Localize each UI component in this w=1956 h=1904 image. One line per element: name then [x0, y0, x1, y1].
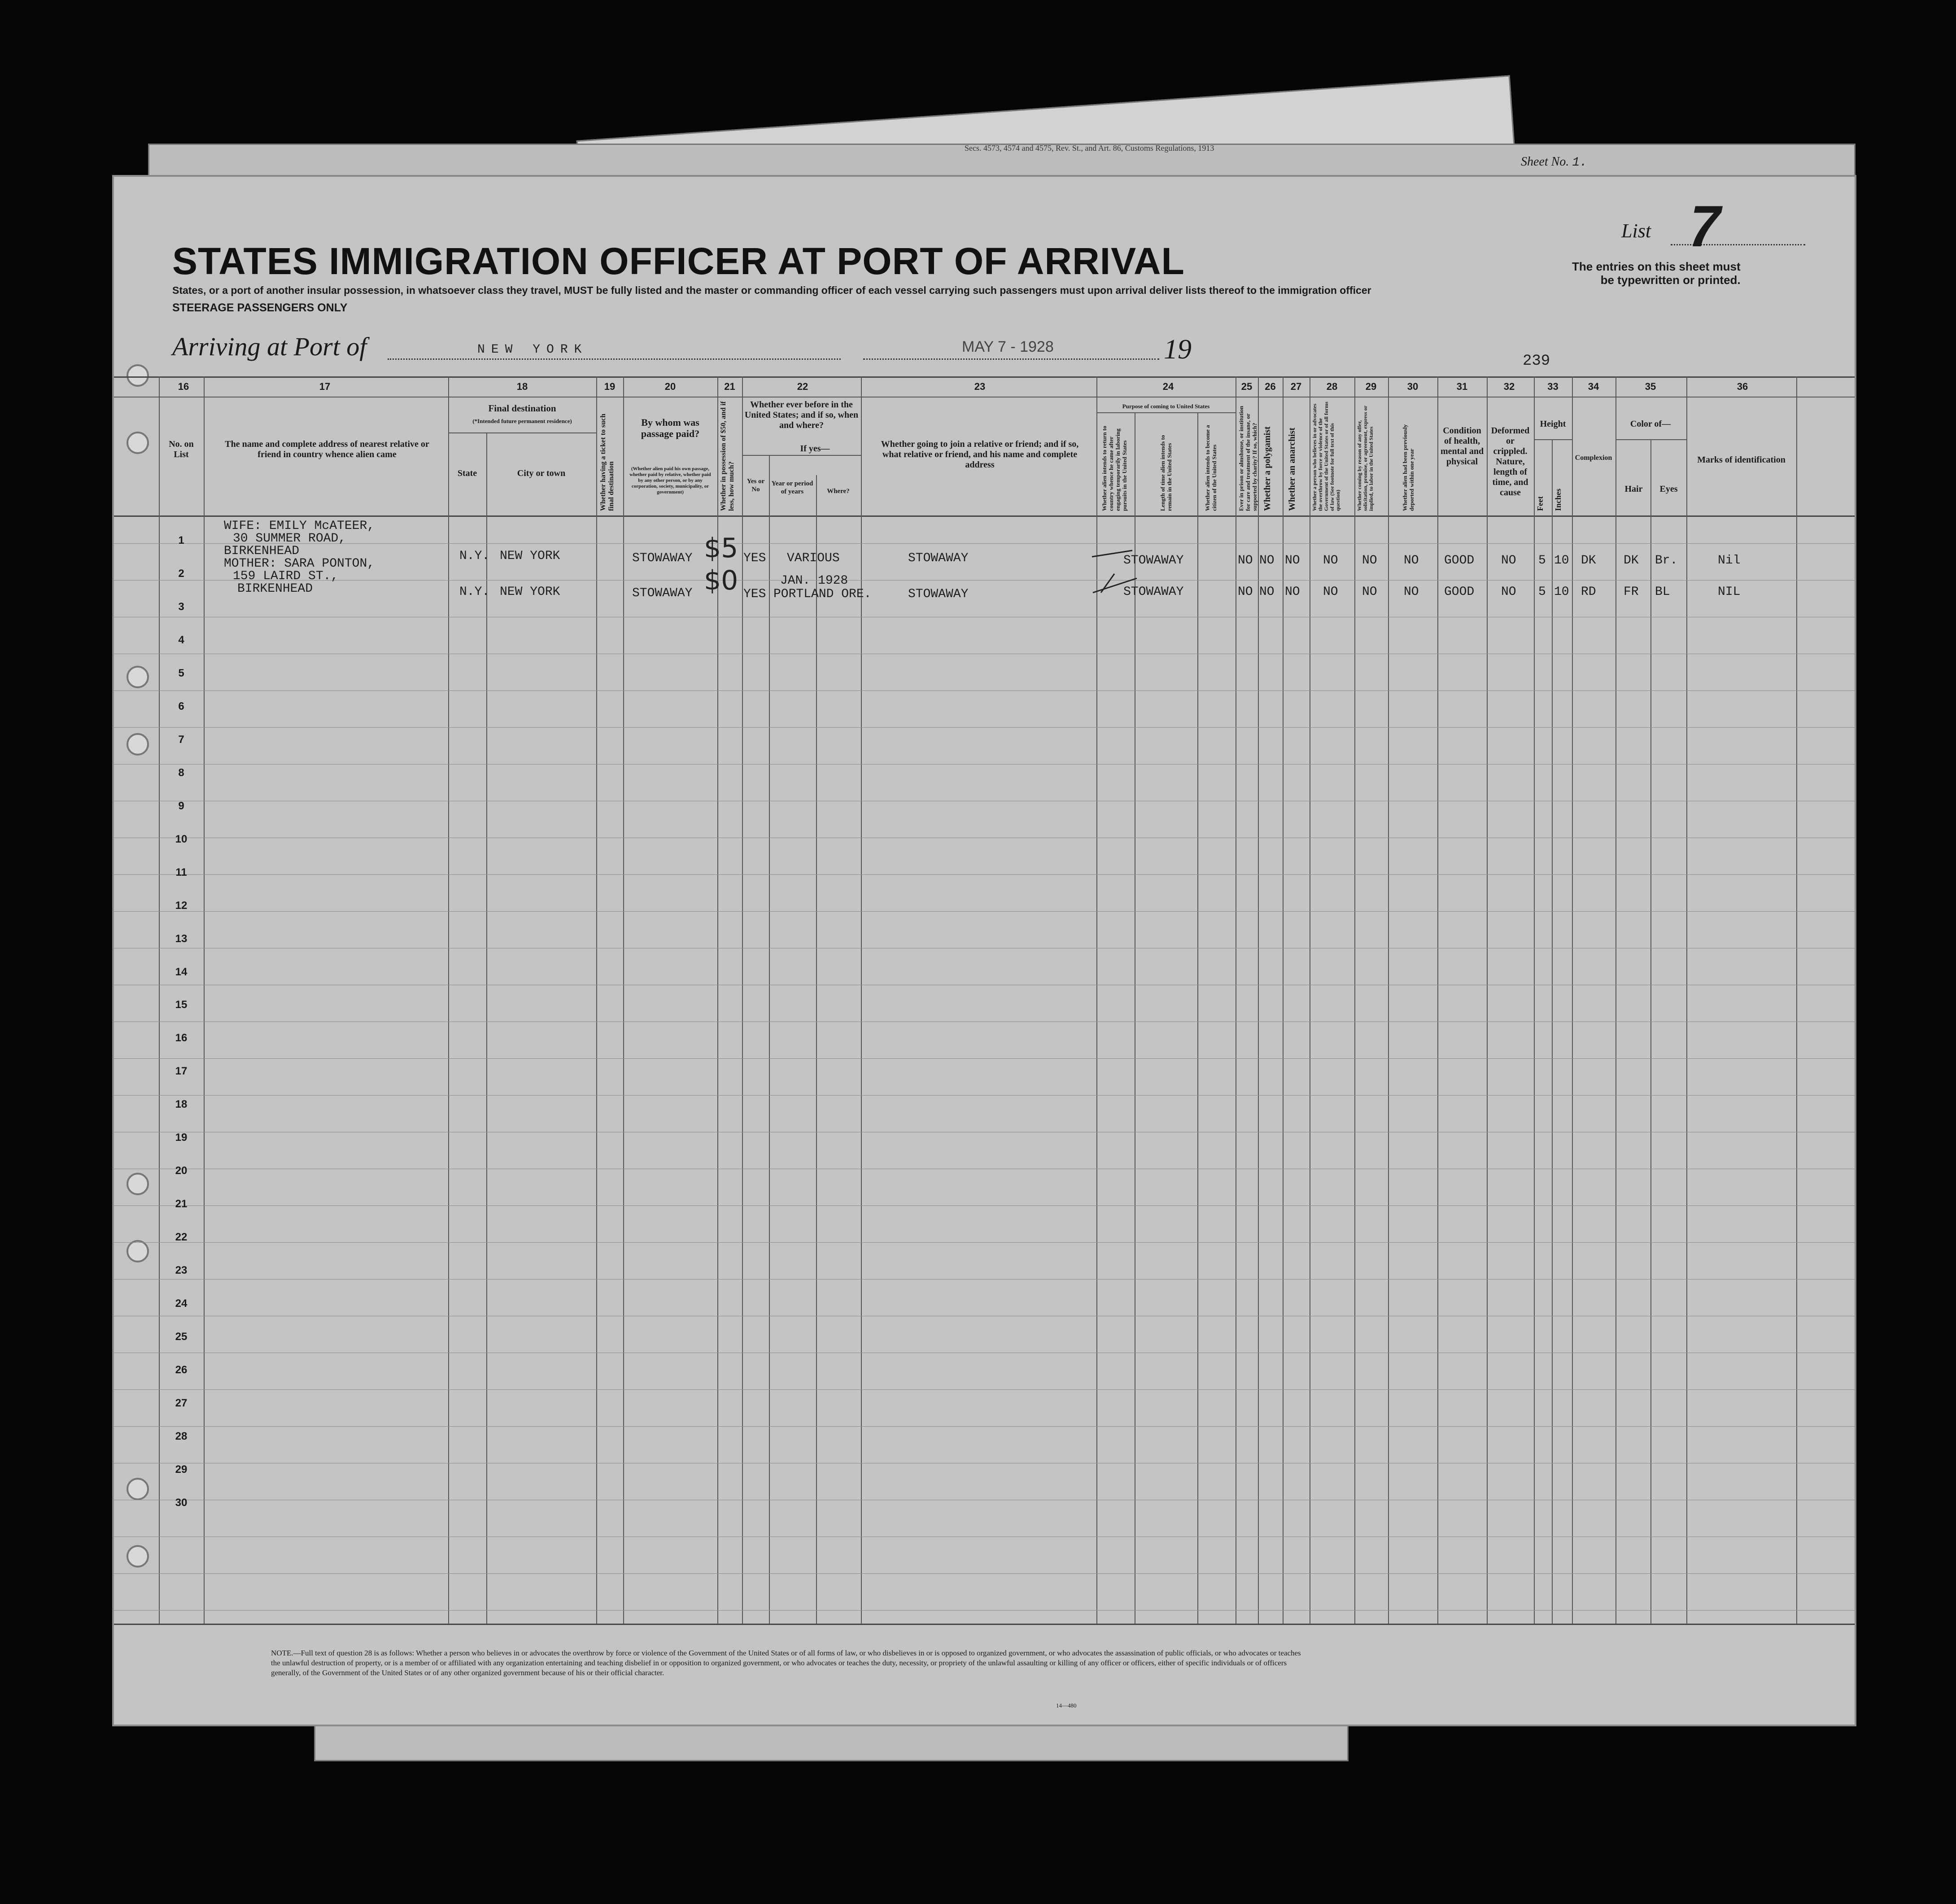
list-number: 7 [1681, 193, 1728, 259]
entry2-hair: FR [1624, 585, 1639, 599]
col-divider [1487, 376, 1488, 1624]
port-dotline [388, 358, 841, 360]
hdr-relative: The name and complete address of nearest relative or friend in country whence alien came [225, 439, 429, 459]
entry1-when: VARIOUS [787, 551, 840, 565]
col-divider [742, 376, 743, 1624]
entry1-c29: NO [1362, 554, 1377, 568]
col-divider [1283, 376, 1284, 1624]
row-number: 20 [175, 1165, 188, 1177]
entry1-complexion: DK [1581, 554, 1596, 568]
entry1-been-before: YES [743, 551, 766, 565]
table-top-rule [114, 376, 1855, 378]
table-row-line [114, 543, 1855, 544]
entry1-state: N.Y. [459, 549, 490, 563]
entry1-c28: NO [1323, 554, 1338, 568]
col-divider [1354, 376, 1355, 1624]
entry2-been-before: YES [743, 587, 766, 601]
hdr-joining: Whether going to join a relative or friend; and if so, what relative or friend, and his name and complete address [881, 439, 1079, 470]
purpose-subrule [1096, 412, 1236, 413]
colnum-25: 25 [1241, 381, 1253, 392]
colnum-30: 30 [1407, 381, 1419, 392]
footnote: NOTE.—Full text of question 28 is as follows: Whether a person who believes in or advocates the overthrow by force or violence of the Government of the United States or of all forms of law, or who disbelieves in or is opposed to organized government, or who advocates the assassination of public officials, or who advocates or teaches the unlawful destruction of property, or is a member of or affiliated with any organization entertaining and teaching disbelief in or opposition to organized government, or who advocates or teaches the duty, necessity, or propriety of the unlawful assaulting or killing of any officer or officers, either of specific individuals or of officers generally, of the Government of the United States or of any other organized government because of his or their official character. [271, 1649, 1301, 1677]
col-divider [486, 432, 487, 1624]
entry2-complexion: RD [1581, 585, 1596, 599]
colnum-21: 21 [724, 381, 735, 392]
col-divider [1796, 376, 1797, 1624]
col-divider [159, 376, 160, 1624]
entry1-hair: DK [1624, 554, 1639, 568]
hdr-final-destination: Final destination [488, 403, 556, 414]
col-divider [1686, 376, 1687, 1624]
final-dest-subrule [448, 432, 596, 433]
entry2-relative-line2: 159 LAIRD ST., [233, 569, 339, 583]
row-number: 10 [175, 833, 188, 845]
hdr-deformed: Deformed or crippled. Nature, length of time, and cause [1491, 426, 1530, 498]
hdr-passage-paid-note: (Whether alien paid his own passage, whether paid by relative, whether paid by any other person, or by any corporation, society, municipality, or government) [629, 466, 711, 495]
hdr-ticket: Whether having a ticket to such final destination [599, 413, 615, 511]
row-number: 3 [178, 600, 184, 613]
entry1-relative-line3: BIRKENHEAD [224, 544, 300, 558]
table-bottom-rule [114, 1624, 1855, 1625]
arriving-label: Arriving at Port of [172, 332, 367, 361]
hdr-hair: Hair [1624, 484, 1643, 494]
row-number: 1 [178, 534, 184, 546]
row-number: 7 [178, 733, 184, 746]
page-title: STATES IMMIGRATION OFFICER AT PORT OF ARRIVAL [172, 240, 1185, 282]
entry2-c28: NO [1323, 585, 1338, 599]
row-number: 27 [175, 1397, 188, 1410]
entry1-passage: STOWAWAY [632, 551, 693, 565]
entry1-marks: Nil [1718, 554, 1741, 568]
col-divider [769, 455, 770, 1624]
colnum-24: 24 [1162, 381, 1174, 392]
colnum-16: 16 [178, 381, 189, 392]
colnum-27: 27 [1290, 381, 1302, 392]
table-row-line [114, 1610, 1855, 1611]
entry2-eyes: BL [1655, 585, 1670, 599]
colnum-23: 23 [974, 381, 986, 392]
entry1-eyes: Br. [1655, 554, 1678, 568]
entry1-relative-line2: 30 SUMMER ROAD, [233, 532, 346, 546]
table-row-line [114, 911, 1855, 912]
hdr-color-of: Color of— [1630, 419, 1671, 429]
col-divider [623, 376, 624, 1624]
before-us-subrule [742, 455, 861, 456]
entry2-where: PORTLAND ORE. [773, 587, 872, 601]
manifest-sheet [112, 175, 1856, 1726]
hdr-before-in-us: Whether ever before in the United States; and if so, when and where? [744, 400, 859, 430]
row-number: 23 [175, 1264, 188, 1277]
row-number: 13 [175, 932, 188, 945]
date-stamp: MAY 7 - 1928 [962, 338, 1054, 355]
table-row-line [114, 1279, 1855, 1280]
entry1-inches: 10 [1554, 554, 1569, 568]
entry2-c26: NO [1259, 585, 1275, 599]
table-row-line [114, 1426, 1855, 1427]
hdr-where: Where? [827, 488, 850, 495]
colnum-31: 31 [1456, 381, 1468, 392]
colnum-29: 29 [1365, 381, 1377, 392]
row-number: 22 [175, 1231, 188, 1244]
hdr-complexion: Complexion [1575, 454, 1612, 462]
row-number: 25 [175, 1331, 188, 1343]
table-row-line [114, 727, 1855, 728]
subtitle-line1: States, or a port of another insular possession, in whatsoever class they travel, MUST be fully listed and the master or commanding officer of each vessel carrying such passengers must upon arrival deliver lists thereof to the immigration officer [172, 284, 1371, 296]
entry1-c26: NO [1259, 554, 1275, 568]
hdr-year: Year or period of years [771, 480, 813, 495]
entry1-c30: NO [1404, 554, 1419, 568]
col-divider [596, 376, 597, 1624]
entry2-marks: NIL [1718, 585, 1741, 599]
col-divider [1437, 376, 1438, 1624]
row-number: 9 [178, 799, 184, 812]
col-divider [1258, 376, 1259, 1624]
colnum-28: 28 [1326, 381, 1338, 392]
entry1-money: $5 [704, 533, 738, 564]
row-number: 30 [175, 1496, 188, 1509]
row-number: 11 [175, 866, 187, 878]
colnum-35: 35 [1645, 381, 1656, 392]
colnum-17: 17 [319, 381, 331, 392]
entries-note-line1: The entries on this sheet must [1572, 260, 1741, 273]
entry2-money: $0 [704, 565, 738, 596]
table-row-line [114, 874, 1855, 875]
col-divider [448, 376, 449, 1624]
entry2-health: GOOD [1444, 585, 1475, 599]
back-paper-text: Secs. 4573, 4574 and 4575, Rev. St., and Art. 86, Customs Regulations, 1913 [965, 144, 1214, 153]
sheet-value: 1. [1572, 156, 1587, 170]
hdr-money: Whether in possession of $50, and if less, how much? [720, 401, 735, 511]
entry2-state: N.Y. [459, 585, 490, 599]
entry2-deformed: NO [1501, 585, 1516, 599]
entry2-feet: 5 [1538, 585, 1546, 599]
entry1-c27: NO [1285, 554, 1300, 568]
col-divider [816, 475, 817, 1624]
hdr-polygamist: Whether a polygamist [1262, 426, 1272, 511]
colnum-22: 22 [797, 381, 808, 392]
sheet-label: Sheet No. [1521, 155, 1569, 169]
colnum-33: 33 [1547, 381, 1559, 392]
row-number: 29 [175, 1463, 188, 1476]
form-number: 14—480 [1056, 1702, 1077, 1709]
entry2-c30: NO [1404, 585, 1419, 599]
date-dotline [863, 358, 1159, 360]
port-value: NEW YORK [477, 343, 588, 357]
entry2-c25: NO [1238, 585, 1253, 599]
entry1-deformed: NO [1501, 554, 1516, 568]
row-number: 6 [178, 700, 184, 712]
entry2-passage: STOWAWAY [632, 586, 693, 600]
entry2-c29: NO [1362, 585, 1377, 599]
entry1-purpose: STOWAWAY [1123, 554, 1184, 568]
table-row-line [114, 690, 1855, 691]
table-row-line [114, 1205, 1855, 1206]
hdr-overthrow: Whether a person who believes in or advocates the overthrow by force or violence of the Government of the United States or of all forms of law (See footnote for full text of this question) [1311, 402, 1341, 511]
table-row-line [114, 1242, 1855, 1243]
row-number: 2 [178, 567, 184, 580]
colnum-18: 18 [516, 381, 528, 392]
colnum-36: 36 [1737, 381, 1748, 392]
col-divider [1572, 376, 1573, 1624]
hdr-if-yes: If yes— [800, 444, 830, 454]
hdr-prison: Ever in prison or almshouse, or institution for care and treatment of the insane, or supported by charity? If so, which? [1238, 406, 1258, 511]
entries-note [1572, 260, 1741, 287]
colnum-32: 32 [1503, 381, 1515, 392]
hdr-marks: Marks of identification [1697, 455, 1786, 465]
row-number: 19 [175, 1131, 188, 1144]
col-divider [1197, 412, 1198, 1624]
hdr-passage-paid: By whom was passage paid? [641, 417, 700, 439]
hdr-state: State [457, 468, 477, 478]
entry2-joining: STOWAWAY [908, 587, 969, 601]
hdr-anarchist: Whether an anarchist [1287, 428, 1297, 511]
table-row-line [114, 1058, 1855, 1059]
manifest-number: 239 [1523, 353, 1550, 370]
entry2-when: JAN. 1928 [780, 574, 848, 588]
row-number: 17 [175, 1065, 188, 1078]
colnum-20: 20 [664, 381, 676, 392]
subtitle-line2: STEERAGE PASSENGERS ONLY [172, 301, 348, 314]
entry2-inches: 10 [1554, 585, 1569, 599]
entry2-relative-line3: BIRKENHEAD [237, 582, 313, 596]
entry1-joining: STOWAWAY [908, 551, 969, 565]
table-row-line [114, 1389, 1855, 1390]
col-divider [1534, 376, 1535, 1624]
colnum-34: 34 [1588, 381, 1599, 392]
entry2-c27: NO [1285, 585, 1300, 599]
entry1-health: GOOD [1444, 554, 1475, 568]
row-number: 4 [178, 633, 184, 646]
hdr-inches: Inches [1554, 488, 1563, 511]
entry2-purpose: STOWAWAY [1123, 585, 1184, 599]
list-label: List [1621, 220, 1651, 242]
entry1-relative-line1: WIFE: EMILY McATEER, [224, 519, 375, 533]
height-subrule [1534, 439, 1572, 440]
hdr-yes-no: Yes or No [747, 478, 765, 493]
hdr-purpose: Purpose of coming to United States [1122, 403, 1210, 410]
hdr-final-destination-note: (*Intended future permanent residence) [472, 418, 572, 424]
hdr-height: Height [1540, 419, 1566, 429]
row-number: 18 [175, 1098, 188, 1111]
table-row-line [114, 1573, 1855, 1574]
hdr-no-on-list: No. on List [169, 439, 194, 459]
row-number: 12 [175, 899, 188, 912]
col-divider [1615, 376, 1616, 1624]
hdr-eyes: Eyes [1659, 484, 1678, 494]
hdr-purpose-length: Length of time alien intends to remain in the United States [1159, 435, 1173, 511]
table-row-line [114, 1095, 1855, 1096]
hdr-deported: Whether alien had been previously deported within one year [1402, 424, 1415, 511]
entry2-city: NEW YORK [500, 585, 560, 599]
hdr-city: City or town [517, 468, 566, 478]
hdr-labor-offer: Whether coming by reason of any offer, solicitation, promise, or agreement, express or implied, to labor in the United States [1356, 406, 1374, 511]
row-number: 16 [175, 1032, 188, 1044]
row-number: 24 [175, 1297, 188, 1310]
entry2-relative-line1: MOTHER: SARA PONTON, [224, 557, 375, 571]
row-number: 14 [175, 965, 188, 978]
row-number: 15 [175, 999, 188, 1011]
colnum-19: 19 [604, 381, 616, 392]
row-number: 21 [175, 1198, 188, 1210]
header-bottom-rule [114, 515, 1855, 517]
col-divider [204, 376, 205, 1624]
row-number: 8 [178, 766, 184, 779]
hdr-purpose-citizen: Whether alien intends to become a citizen of the United States [1204, 425, 1218, 511]
col-divider [1388, 376, 1389, 1624]
purpose-tick-marks [1087, 542, 1141, 601]
row-number: 26 [175, 1364, 188, 1376]
colnum-26: 26 [1265, 381, 1276, 392]
row-number: 5 [178, 667, 184, 679]
year-prefix: 19 [1164, 334, 1192, 365]
col-divider [861, 376, 862, 1624]
entry1-feet: 5 [1538, 554, 1546, 568]
sheet-no [1521, 155, 1587, 170]
hdr-health: Condition of health, mental and physical [1440, 426, 1484, 467]
hdr-purpose-return: Whether alien intends to return to country whence he came after engaging temporarily in laboring pursuits in the United States [1101, 426, 1128, 511]
row-number: 28 [175, 1430, 188, 1443]
entries-note-line2: be typewritten or printed. [1600, 273, 1741, 287]
table-row-line [114, 580, 1855, 581]
hdr-feet: Feet [1536, 496, 1545, 511]
entry1-city: NEW YORK [500, 549, 560, 563]
entry1-c25: NO [1238, 554, 1253, 568]
manifest-table [114, 376, 1855, 1624]
